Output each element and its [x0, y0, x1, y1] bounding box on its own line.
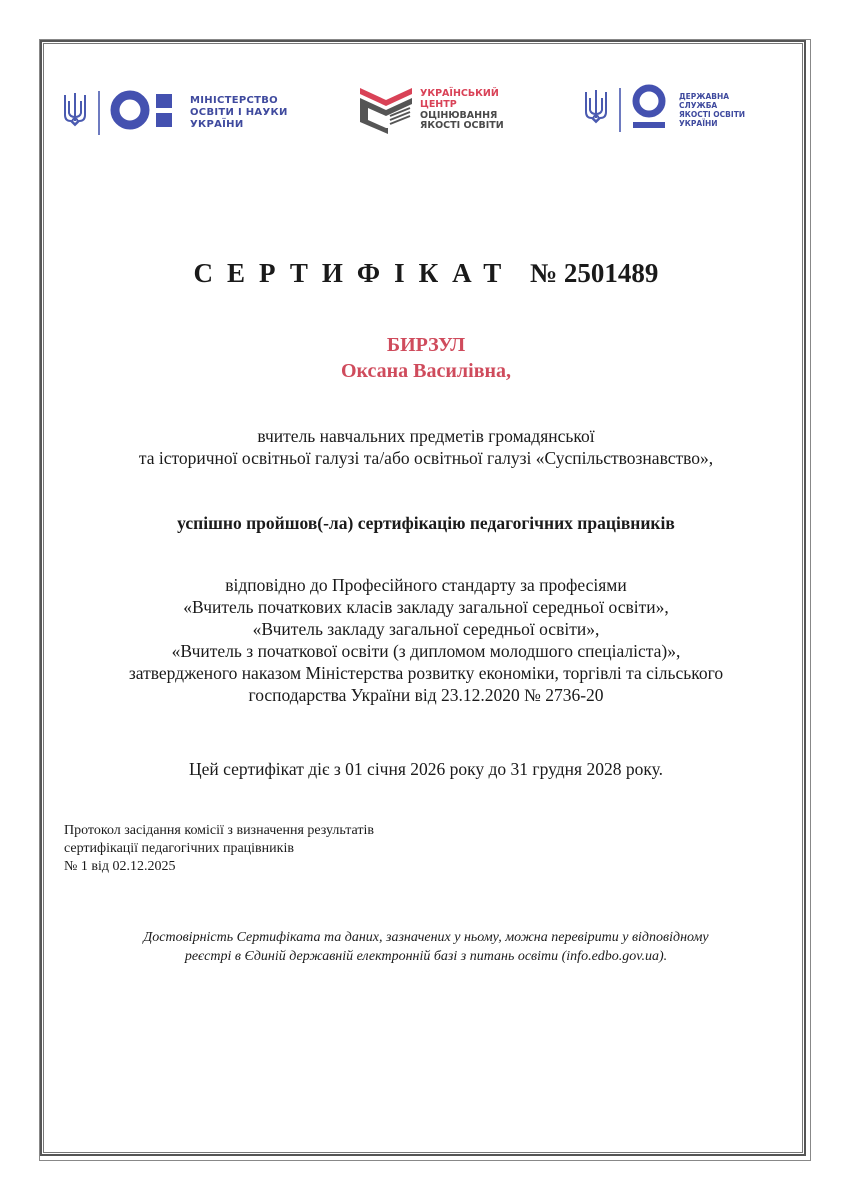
passed-statement: успішно пройшов(-ла) сертифікацію педагогічних працівників: [177, 513, 675, 533]
validity-period: Цей сертифікат діє з 01 січня 2026 року до 31 грудня 2028 року.: [189, 759, 663, 779]
holder-given-names: Оксана Василівна,: [340, 360, 512, 382]
service-logo: [583, 84, 745, 135]
trident-icon: [62, 91, 88, 134]
ministry-emblem-icon: [110, 88, 180, 137]
professional-standard: відповідно до Професійного стандарту за професіями «Вчитель початкових класів закладу загальної середньої освіти», «Вчитель закладу загальної середньої освіти», «Вчитель з початкової освіти (з дипломом молодшого спеціаліста)», затвердженого наказом Міністерства розвитку економіки, торгівлі та сільського господарства України від 23.12.2020 № 2736-20: [128, 575, 724, 705]
verification-note: Достовірність Сертифіката та даних, зазначених у ньому, можна перевірити у відповідному реєстрі в Єдиній державній електронній базі з питань освіти (info.edbo.gov.ua).: [143, 930, 709, 964]
certificate-number: № 2501489: [530, 258, 659, 288]
holder-surname: БИРЗУЛ: [386, 334, 466, 356]
service-name: ДЕРЖАВНА СЛУЖБА ЯКОСТІ ОСВІТИ УКРАЇНИ: [679, 91, 746, 128]
certificate-title-word: СЕРТИФІКАТ: [193, 258, 516, 288]
ministry-name: МІНІСТЕРСТВО ОСВІТИ І НАУКИ УКРАЇНИ: [190, 94, 288, 130]
commission-protocol: Протокол засідання комісії з визначення результатів сертифікації педагогічних працівників № 1 від 02.12.2025: [64, 823, 375, 874]
ministry-logo: [62, 88, 288, 137]
logo-divider: [619, 88, 621, 132]
certificate-title: [0, 258, 852, 289]
open-book-icon: [358, 82, 414, 139]
ucoz-logo: [358, 82, 504, 139]
ucoz-name: УКРАЇНСЬКИЙ ЦЕНТР ОЦІНЮВАННЯ ЯКОСТІ ОСВІТИ: [420, 87, 504, 132]
service-emblem-icon: [631, 84, 667, 135]
trident-icon: [583, 88, 609, 131]
logo-header: [0, 0, 852, 160]
holder-position: вчитель навчальних предметів громадянської та історичної освітньої галузі та/або освітньої галузі «Суспільствознавство»,: [138, 426, 714, 468]
logo-divider: [98, 91, 100, 135]
